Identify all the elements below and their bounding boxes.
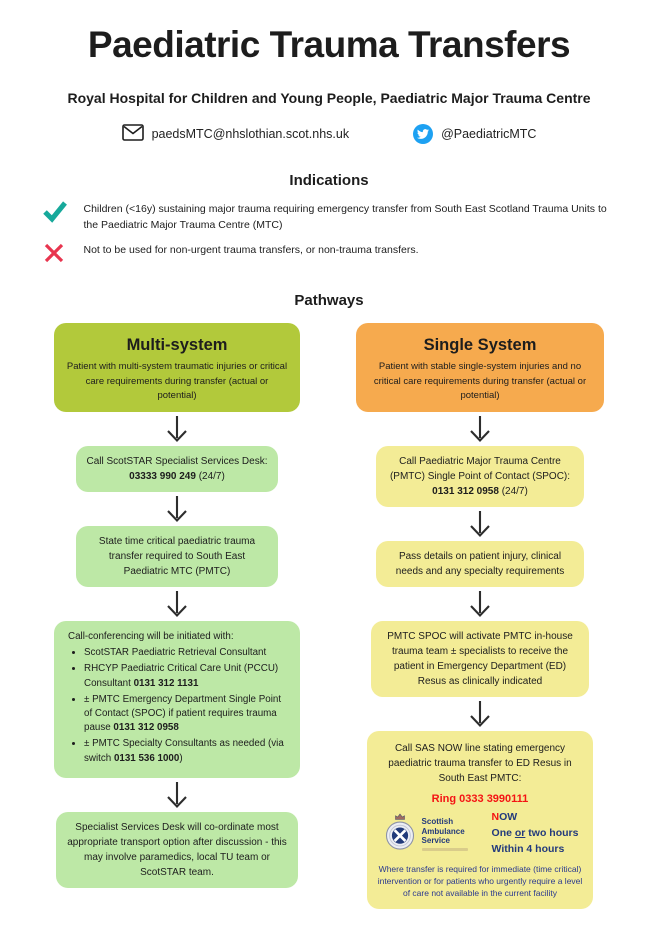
envelope-icon — [122, 124, 144, 144]
call-spoc-label: Call Paediatric Major Trauma Centre (PMTC) Single Point of Contact (SPOC): — [390, 456, 570, 482]
single-step-activate-team: PMTC SPOC will activate PMTC in-house trauma team ± specialists to receive the patient in Emergency Department (ED) Resus as clinically indicated — [371, 621, 589, 697]
indication-excluded-text: Not to be used for non-urgent trauma transfers, or non-trauma transfers. — [84, 240, 419, 259]
single-step-pass-details: Pass details on patient injury, clinical needs and any specialty requirements — [376, 541, 584, 587]
call-spoc-phone: 0131 312 0958 — [432, 486, 499, 497]
multi-system-description: Patient with multi-system traumatic injuries or critical care requirements during transfer (actual or potential) — [66, 360, 288, 403]
single-system-header-box — [356, 323, 604, 413]
down-arrow-icon — [467, 590, 493, 618]
sas-logo-block — [382, 810, 476, 859]
scottish-ambulance-crest-icon — [382, 810, 418, 859]
twitter-handle: @PaediatricMTC — [441, 127, 536, 141]
email-contact[interactable] — [122, 124, 350, 144]
contact-row — [0, 124, 658, 144]
multi-system-title: Multi-system — [66, 333, 288, 358]
multi-step-transport: Specialist Services Desk will co-ordinate most appropriate transport option after discussion - this may involve paramedics, local TU team or ScotSTAR team. — [56, 812, 298, 888]
multi-step-call-desk — [76, 446, 278, 492]
conference-item: • RHCYP Paediatric Critical Care Unit (PCCU) Consultant 0131 312 1131 — [84, 662, 288, 690]
sas-fine-print: Where transfer is required for immediate (time critical) intervention or for patients who urgently require a level of care not available in the current facility — [375, 863, 585, 900]
sas-within-4-hours-label: Within 4 hours — [492, 842, 579, 858]
call-desk-phone: 03333 990 249 — [129, 471, 196, 482]
sas-logo-row — [375, 810, 585, 859]
conference-item: • ± PMTC Emergency Department Single Point of Contact (SPOC) if patient requires trauma pause 0131 312 0958 — [84, 693, 288, 736]
multi-step-state-transfer: State time critical paediatric trauma transfer required to South East Paediatric MTC (PMTC) — [76, 526, 278, 587]
down-arrow-icon — [164, 415, 190, 443]
conference-intro: Call-conferencing will be initiated with: — [68, 630, 288, 644]
sas-logo-text-block — [422, 817, 476, 851]
twitter-icon — [413, 124, 433, 144]
sas-tagline — [422, 848, 468, 851]
call-desk-label: Call ScotSTAR Specialist Services Desk: — [86, 454, 268, 469]
check-icon — [42, 200, 68, 229]
sas-call-intro: Call SAS NOW line stating emergency paediatric trauma transfer to ED Resus in South East PMTC: — [375, 741, 585, 786]
indications-heading: Indications — [0, 172, 658, 189]
conference-item: • ± PMTC Specialty Consultants as needed (via switch 0131 536 1000) — [84, 737, 288, 765]
cross-icon — [42, 241, 68, 270]
call-spoc-hours: (24/7) — [502, 486, 528, 497]
indications-section — [0, 172, 658, 270]
single-step-call-spoc — [376, 446, 584, 507]
down-arrow-icon — [164, 781, 190, 809]
down-arrow-icon — [467, 700, 493, 728]
sas-response-times — [492, 810, 579, 857]
conference-item: • ScotSTAR Paediatric Retrieval Consultant — [84, 646, 288, 660]
call-desk-hours: (24/7) — [199, 471, 225, 482]
conference-list — [70, 646, 288, 766]
single-step-sas-call — [367, 731, 593, 909]
down-arrow-icon — [164, 590, 190, 618]
pathways-columns — [0, 323, 658, 925]
sas-one-two-hours-label: One or two hours — [492, 826, 579, 842]
sas-ring-number: Ring 0333 3990111 — [375, 791, 585, 808]
pathways-heading: Pathways — [0, 292, 658, 309]
email-address: paedsMTC@nhslothian.scot.nhs.uk — [152, 127, 350, 141]
twitter-contact[interactable] — [413, 124, 536, 144]
sas-logo-text: Scottish Ambulance Service — [422, 817, 476, 846]
multi-step-conference — [54, 621, 300, 778]
down-arrow-icon — [467, 510, 493, 538]
single-system-description: Patient with stable single-system injuries and no critical care requirements during transfer (actual or potential) — [368, 360, 592, 403]
single-system-pathway — [356, 323, 604, 910]
multi-system-header-box — [54, 323, 300, 413]
page-subtitle: Royal Hospital for Children and Young People, Paediatric Major Trauma Centre — [0, 90, 658, 106]
sas-now-label: NOW — [492, 810, 579, 826]
indication-included-text: Children (<16y) sustaining major trauma requiring emergency transfer from South East Scotland Trauma Units to the Paediatric Major Trauma Centre (MTC) — [84, 199, 617, 234]
multi-system-pathway — [54, 323, 300, 888]
indication-included-row — [42, 199, 617, 234]
down-arrow-icon — [164, 495, 190, 523]
single-system-title: Single System — [368, 333, 592, 358]
down-arrow-icon — [467, 415, 493, 443]
page-title: Paediatric Trauma Transfers — [0, 24, 658, 66]
indication-excluded-row — [42, 240, 617, 270]
